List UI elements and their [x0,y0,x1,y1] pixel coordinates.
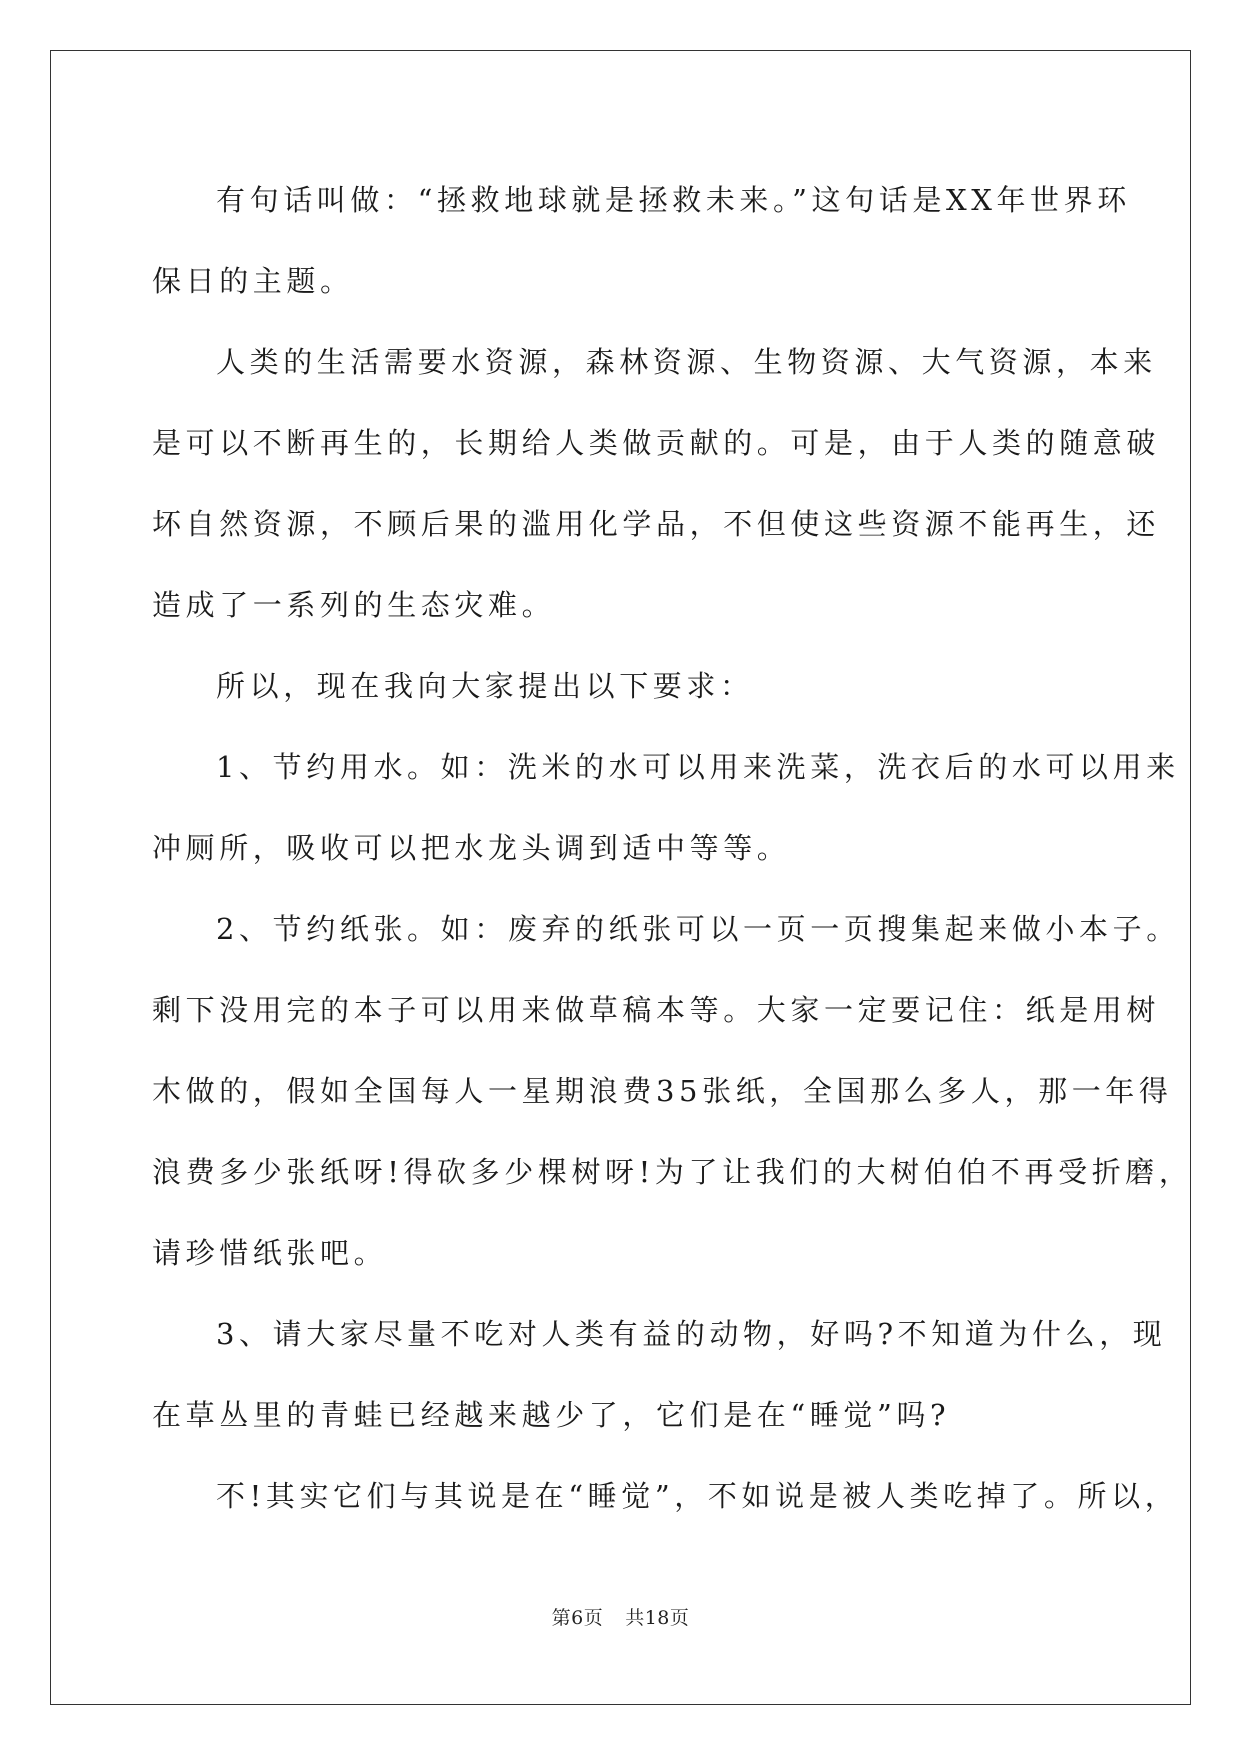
text-line: 1、节约用水。如：洗米的水可以用来洗菜，洗衣后的水可以用来 [216,750,1180,784]
text-line: 剩下没用完的本子可以用来做草稿本等。大家一定要记住：纸是用树 [152,993,1161,1027]
text-line: 坏自然资源，不顾后果的滥用化学品，不但使这些资源不能再生，还 [152,507,1161,541]
document-body [152,160,1193,1537]
paragraph-conclusion [152,1456,1179,1537]
text-line: 浪费多少张纸呀!得砍多少棵树呀!为了让我们的大树伯伯不再受折磨， [152,1155,1193,1189]
text-line: 所以，现在我向大家提出以下要求： [216,669,754,703]
text-line: 保日的主题。 [152,264,354,298]
page-total: 共18页 [625,1607,690,1629]
text-line: 有句话叫做：“拯救地球就是拯救未来。”这句话是XX年世界环 [216,183,1131,217]
text-line: 木做的，假如全国每人一星期浪费35张纸，全国那么多人，那一年得 [152,1074,1173,1108]
paragraph-item-2 [152,889,1193,1294]
paragraph-item-1 [152,727,1180,889]
text-line: 不!其实它们与其说是在“睡觉”，不如说是被人类吃掉了。所以， [216,1479,1179,1513]
text-line: 人类的生活需要水资源，森林资源、生物资源、大气资源，本来 [216,345,1157,379]
paragraph-requests [152,646,1092,727]
page-number: 第6页 [551,1607,604,1629]
text-line: 冲厕所，吸收可以把水龙头调到适中等等。 [152,831,791,865]
text-line: 在草丛里的青蛙已经越来越少了，它们是在“睡觉”吗? [152,1398,951,1432]
text-line: 3、请大家尽量不吃对人类有益的动物，好吗?不知道为什么，现 [216,1317,1167,1351]
text-line: 2、节约纸张。如：废弃的纸张可以一页一页搜集起来做小本子。 [216,912,1180,946]
paragraph-resources [152,322,1161,646]
paragraph-intro [152,160,1131,322]
paragraph-item-3 [152,1294,1167,1456]
page-footer [0,1603,1241,1630]
text-line: 是可以不断再生的，长期给人类做贡献的。可是，由于人类的随意破 [152,426,1161,460]
text-line: 造成了一系列的生态灾难。 [152,588,556,622]
text-line: 请珍惜纸张吧。 [152,1236,388,1270]
